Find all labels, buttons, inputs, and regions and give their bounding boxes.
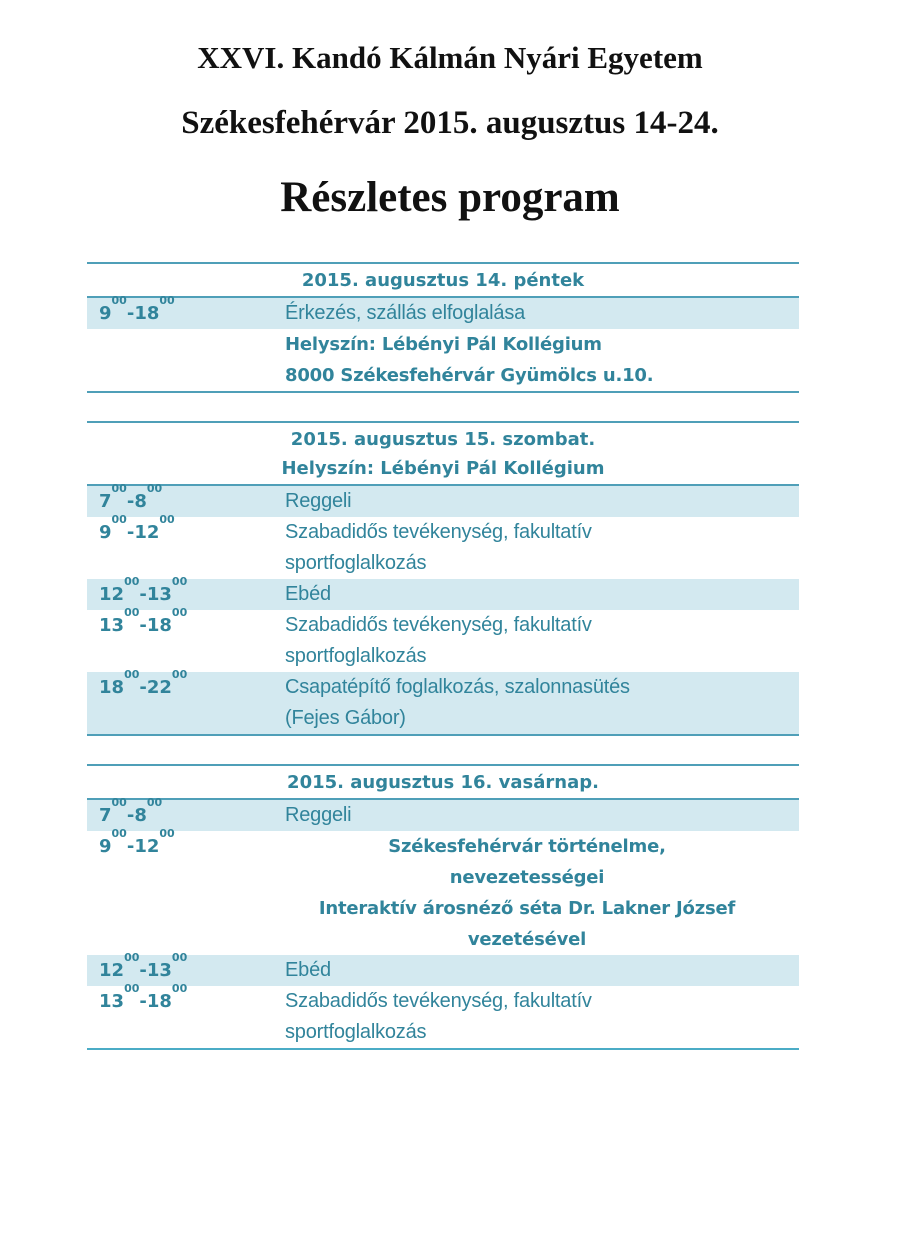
dash: -	[126, 805, 135, 826]
time-range	[87, 827, 285, 955]
end-hour: 22	[146, 677, 172, 698]
start-minute: 00	[111, 294, 127, 307]
dash: -	[139, 615, 147, 636]
start-hour: 12	[99, 584, 125, 605]
time-range	[87, 513, 285, 579]
program-row	[87, 329, 799, 391]
activity-line: Ebéd	[285, 583, 331, 605]
activity-line: Szabadidős tevékenység, fakultatív	[285, 614, 592, 636]
dash: -	[126, 522, 135, 543]
dash: -	[126, 836, 135, 857]
activity-line: Ebéd	[285, 959, 331, 981]
activity-line: Reggeli	[285, 490, 352, 512]
program-row	[87, 796, 799, 831]
dash: -	[139, 960, 147, 981]
end-hour: 13	[146, 584, 172, 605]
activity-line: Csapatépítő foglalkozás, szalonnasütés	[285, 676, 630, 698]
day-heading	[87, 766, 799, 800]
end-hour: 12	[134, 522, 160, 543]
start-minute: 00	[124, 606, 140, 619]
activity-line: nevezetességei	[449, 867, 605, 888]
program-row	[87, 951, 799, 986]
activity-description	[285, 672, 799, 734]
activity-line: Szabadidős tevékenység, fakultatív	[285, 521, 592, 543]
activity-line: (Fejes Gábor)	[285, 707, 406, 729]
start-minute: 00	[111, 513, 127, 526]
start-hour: 7	[99, 805, 112, 826]
activity-description	[285, 517, 799, 579]
program-row	[87, 606, 799, 672]
end-minute: 00	[159, 294, 175, 307]
time-range	[87, 982, 285, 1048]
time-range	[87, 294, 285, 329]
activity-description	[285, 986, 799, 1048]
day-heading-line: Helyszín: Lébényi Pál Kollégium	[281, 458, 605, 479]
activity-line: sportfoglalkozás	[285, 1021, 427, 1043]
start-minute: 00	[124, 982, 140, 995]
start-minute: 00	[124, 668, 140, 681]
activity-description	[285, 486, 799, 517]
dash: -	[126, 303, 135, 324]
section-spacer	[87, 393, 799, 421]
activity-line: vezetésével	[467, 929, 587, 950]
start-hour: 18	[99, 677, 125, 698]
end-minute: 00	[171, 668, 188, 681]
activity-description	[285, 610, 799, 672]
section-spacer	[87, 736, 799, 764]
program-row	[87, 827, 799, 955]
activity-line: Szabadidős tevékenység, fakultatív	[285, 990, 592, 1012]
start-minute: 00	[124, 575, 140, 588]
day-section	[87, 764, 799, 1050]
activity-description	[285, 579, 799, 610]
program-row	[87, 482, 799, 517]
end-minute: 00	[171, 982, 188, 995]
start-hour: 9	[99, 303, 112, 324]
end-minute: 00	[171, 575, 188, 588]
activity-line: 8000 Székesfehérvár Gyümölcs u.10.	[285, 365, 654, 386]
start-minute: 00	[111, 827, 127, 840]
activity-line: Interaktív árosnéző séta Dr. Lakner József	[318, 898, 736, 919]
activity-description	[285, 298, 799, 329]
day-section	[87, 421, 799, 736]
activity-description	[285, 955, 799, 986]
end-minute: 00	[146, 796, 163, 809]
start-hour: 13	[99, 991, 125, 1012]
end-minute: 00	[171, 951, 188, 964]
dash: -	[139, 677, 147, 698]
activity-description	[285, 831, 799, 955]
end-minute: 00	[171, 606, 188, 619]
start-hour: 13	[99, 615, 125, 636]
day-heading	[87, 264, 799, 298]
end-hour: 18	[146, 615, 172, 636]
dash: -	[139, 584, 147, 605]
start-hour: 9	[99, 836, 112, 857]
activity-line: Érkezés, szállás elfoglalása	[285, 302, 526, 324]
end-minute: 00	[159, 827, 175, 840]
start-hour: 7	[99, 491, 112, 512]
day-heading	[87, 423, 799, 486]
schedule	[87, 262, 799, 1050]
end-hour: 18	[146, 991, 172, 1012]
activity-description	[285, 329, 799, 391]
activity-line: Helyszín: Lébényi Pál Kollégium	[285, 334, 602, 355]
activity-line: sportfoglalkozás	[285, 645, 427, 667]
time-range	[87, 329, 285, 391]
program-row	[87, 668, 799, 734]
end-hour: 13	[146, 960, 172, 981]
time-range	[87, 606, 285, 672]
event-location-dates: Székesfehérvár 2015. augusztus 14-24.	[181, 105, 719, 141]
end-minute: 00	[146, 482, 163, 495]
program-row	[87, 294, 799, 329]
activity-line: sportfoglalkozás	[285, 552, 427, 574]
start-minute: 00	[111, 796, 127, 809]
program-row	[87, 982, 799, 1048]
activity-description	[285, 800, 799, 831]
dash: -	[139, 991, 147, 1012]
dash: -	[126, 491, 135, 512]
end-minute: 00	[159, 513, 175, 526]
page-title: Részletes program	[280, 174, 620, 221]
end-hour: 8	[134, 491, 147, 512]
event-title: XXVI. Kandó Kálmán Nyári Egyetem	[197, 40, 703, 75]
end-hour: 12	[134, 836, 160, 857]
start-hour: 12	[99, 960, 125, 981]
time-range	[87, 668, 285, 734]
day-heading-line: 2015. augusztus 15. szombat.	[290, 429, 596, 450]
start-minute: 00	[124, 951, 140, 964]
start-hour: 9	[99, 522, 112, 543]
program-row	[87, 575, 799, 610]
end-hour: 18	[134, 303, 160, 324]
start-minute: 00	[111, 482, 127, 495]
day-heading-line: 2015. augusztus 14. péntek	[301, 270, 585, 291]
day-heading-line: 2015. augusztus 16. vasárnap.	[287, 772, 599, 793]
activity-line: Reggeli	[285, 804, 352, 826]
day-section	[87, 262, 799, 393]
activity-line: Székesfehérvár történelme,	[388, 836, 666, 857]
program-row	[87, 513, 799, 579]
end-hour: 8	[134, 805, 147, 826]
